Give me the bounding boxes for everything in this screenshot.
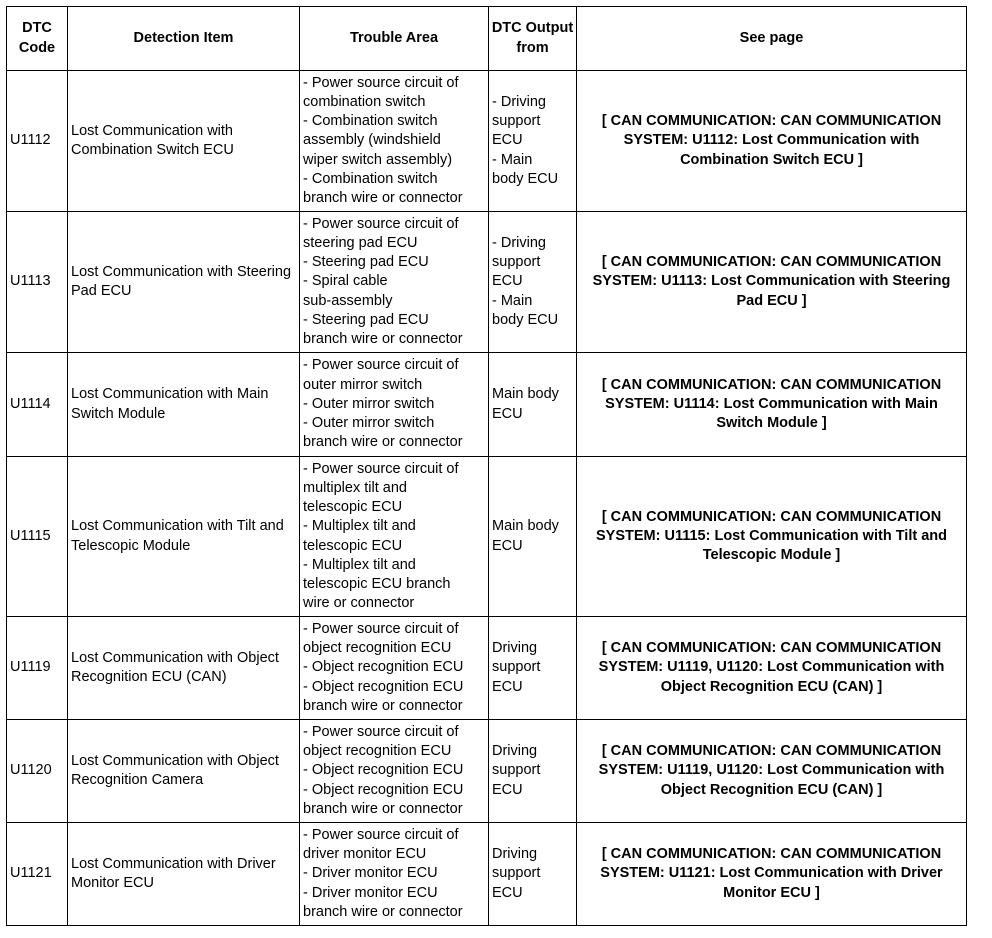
trouble-area-cell	[300, 71, 489, 212]
trouble-area-cell	[300, 617, 489, 720]
trouble-area-line: - Object recognition ECU	[303, 762, 464, 779]
trouble-area-line: branch wire or connector	[303, 190, 463, 206]
dtc-output-line: ECU	[492, 132, 523, 149]
dtc-table	[6, 6, 967, 926]
see-page-link[interactable]: [ CAN COMMUNICATION: CAN COMMUNICATION SYSTEM: U1121: Lost Communication with Driver Monitor ECU ]	[577, 823, 967, 926]
trouble-area-line: outer mirror switch	[303, 376, 423, 393]
dtc-output-line: body ECU	[492, 170, 559, 187]
trouble-area-line: - Driver monitor ECU	[303, 884, 438, 901]
header-dtc-output: DTC Output from	[489, 7, 577, 71]
trouble-area-line: sub-assembly	[303, 292, 393, 309]
dtc-output-line: body ECU	[492, 311, 559, 328]
dtc-output-line: Main body	[492, 386, 559, 403]
trouble-area-line: - Driver monitor ECU	[303, 865, 438, 882]
trouble-area-line: object recognition ECU	[303, 743, 452, 760]
detection-item-cell: Lost Communication with Driver Monitor ECU	[68, 823, 300, 926]
trouble-area-line: - Multiplex tilt and	[303, 556, 416, 573]
see-page-link[interactable]: [ CAN COMMUNICATION: CAN COMMUNICATION SYSTEM: U1119, U1120: Lost Communication with Object Recognition ECU (CAN) ]	[577, 720, 967, 823]
trouble-area-cell	[300, 353, 489, 457]
dtc-output-line: support	[492, 865, 541, 882]
trouble-area-line: branch wire or connector	[303, 697, 463, 714]
dtc-output-cell	[489, 212, 577, 353]
dtc-output-line: Main body	[492, 518, 559, 535]
dtc-code-cell: U1114	[7, 353, 68, 457]
trouble-area-line: - Object recognition ECU	[303, 678, 464, 695]
dtc-output-line: Driving	[492, 640, 538, 657]
trouble-area-line: driver monitor ECU	[303, 846, 427, 863]
see-page-link[interactable]: [ CAN COMMUNICATION: CAN COMMUNICATION SYSTEM: U1113: Lost Communication with Steering Pad ECU ]	[577, 212, 967, 353]
trouble-area-line: - Outer mirror switch	[303, 415, 435, 432]
dtc-output-cell	[489, 720, 577, 823]
trouble-area-line: - Combination switch	[303, 170, 438, 187]
header-see-page: See page	[577, 7, 967, 71]
table-row	[7, 353, 967, 457]
dtc-output-line: ECU	[492, 884, 523, 901]
table-row	[7, 720, 967, 823]
dtc-output-line: - Main	[492, 292, 533, 309]
trouble-area-line: - Combination switch	[303, 113, 438, 130]
trouble-area-cell	[300, 720, 489, 823]
dtc-output-line: ECU	[492, 537, 523, 554]
trouble-area-line: steering pad ECU	[303, 234, 418, 251]
trouble-area-line: branch wire or connector	[303, 331, 463, 347]
trouble-area-line: - Power source circuit of	[303, 357, 459, 374]
trouble-area-line: - Power source circuit of	[303, 826, 459, 843]
trouble-area-line: telescopic ECU	[303, 537, 403, 554]
detection-item-cell: Lost Communication with Tilt and Telescopic Module	[68, 457, 300, 617]
trouble-area-line: - Power source circuit of	[303, 215, 459, 232]
table-row	[7, 823, 967, 926]
trouble-area-line: branch wire or connector	[303, 903, 463, 920]
dtc-output-line: ECU	[492, 405, 523, 422]
trouble-area-line: - Steering pad ECU	[303, 254, 429, 271]
trouble-area-line: - Object recognition ECU	[303, 781, 464, 798]
trouble-area-cell	[300, 457, 489, 617]
see-page-link[interactable]: [ CAN COMMUNICATION: CAN COMMUNICATION SYSTEM: U1112: Lost Communication with Combination Switch ECU ]	[577, 71, 967, 212]
dtc-output-cell	[489, 71, 577, 212]
dtc-output-line: - Driving	[492, 93, 546, 110]
table-row	[7, 212, 967, 353]
header-dtc-code: DTC Code	[7, 7, 68, 71]
dtc-output-cell	[489, 823, 577, 926]
dtc-output-line: - Main	[492, 151, 533, 168]
dtc-output-line: ECU	[492, 678, 523, 695]
dtc-code-cell: U1119	[7, 617, 68, 720]
trouble-area-line: - Power source circuit of	[303, 74, 459, 91]
trouble-area-cell	[300, 823, 489, 926]
dtc-code-cell: U1115	[7, 457, 68, 617]
dtc-code-cell: U1113	[7, 212, 68, 353]
trouble-area-line: combination switch	[303, 93, 426, 110]
dtc-output-line: support	[492, 659, 541, 676]
see-page-link[interactable]: [ CAN COMMUNICATION: CAN COMMUNICATION SYSTEM: U1114: Lost Communication with Main Switch Module ]	[577, 353, 967, 457]
trouble-area-line: telescopic ECU branch	[303, 575, 451, 592]
trouble-area-line: branch wire or connector	[303, 434, 463, 451]
trouble-area-line: - Power source circuit of	[303, 460, 459, 477]
trouble-area-line: - Object recognition ECU	[303, 659, 464, 676]
see-page-link[interactable]: [ CAN COMMUNICATION: CAN COMMUNICATION SYSTEM: U1119, U1120: Lost Communication with Object Recognition ECU (CAN) ]	[577, 617, 967, 720]
trouble-area-line: - Power source circuit of	[303, 620, 459, 637]
dtc-output-cell	[489, 457, 577, 617]
trouble-area-line: wire or connector	[303, 595, 415, 612]
trouble-area-line: wiper switch assembly)	[303, 151, 453, 168]
table-row	[7, 617, 967, 720]
trouble-area-line: assembly (windshield	[303, 132, 441, 149]
trouble-area-line: - Multiplex tilt and	[303, 518, 416, 535]
table-row	[7, 457, 967, 617]
see-page-link[interactable]: [ CAN COMMUNICATION: CAN COMMUNICATION SYSTEM: U1115: Lost Communication with Tilt and Telescopic Module ]	[577, 457, 967, 617]
dtc-output-cell	[489, 353, 577, 457]
dtc-output-line: Driving	[492, 846, 538, 863]
detection-item-cell: Lost Communication with Object Recognition ECU (CAN)	[68, 617, 300, 720]
dtc-output-cell	[489, 617, 577, 720]
trouble-area-line: multiplex tilt and	[303, 479, 407, 496]
trouble-area-line: - Outer mirror switch	[303, 395, 435, 412]
header-row	[7, 7, 967, 71]
dtc-output-line: - Driving	[492, 234, 546, 251]
table-row	[7, 71, 967, 212]
trouble-area-cell	[300, 212, 489, 353]
detection-item-cell: Lost Communication with Steering Pad ECU	[68, 212, 300, 353]
dtc-output-line: support	[492, 113, 541, 130]
detection-item-cell: Lost Communication with Object Recognition Camera	[68, 720, 300, 823]
dtc-code-cell: U1121	[7, 823, 68, 926]
dtc-output-line: support	[492, 254, 541, 271]
trouble-area-line: branch wire or connector	[303, 800, 463, 817]
dtc-code-cell: U1112	[7, 71, 68, 212]
dtc-code-cell: U1120	[7, 720, 68, 823]
trouble-area-line: - Steering pad ECU	[303, 311, 429, 328]
detection-item-cell: Lost Communication with Main Switch Module	[68, 353, 300, 457]
dtc-output-line: Driving	[492, 743, 538, 760]
header-detection-item: Detection Item	[68, 7, 300, 71]
trouble-area-line: - Power source circuit of	[303, 723, 459, 740]
trouble-area-line: - Spiral cable	[303, 273, 388, 290]
header-trouble-area: Trouble Area	[300, 7, 489, 71]
dtc-output-line: ECU	[492, 273, 523, 290]
dtc-output-line: support	[492, 762, 541, 779]
detection-item-cell: Lost Communication with Combination Switch ECU	[68, 71, 300, 212]
trouble-area-line: telescopic ECU	[303, 499, 403, 516]
dtc-output-line: ECU	[492, 781, 523, 798]
trouble-area-line: object recognition ECU	[303, 640, 452, 657]
